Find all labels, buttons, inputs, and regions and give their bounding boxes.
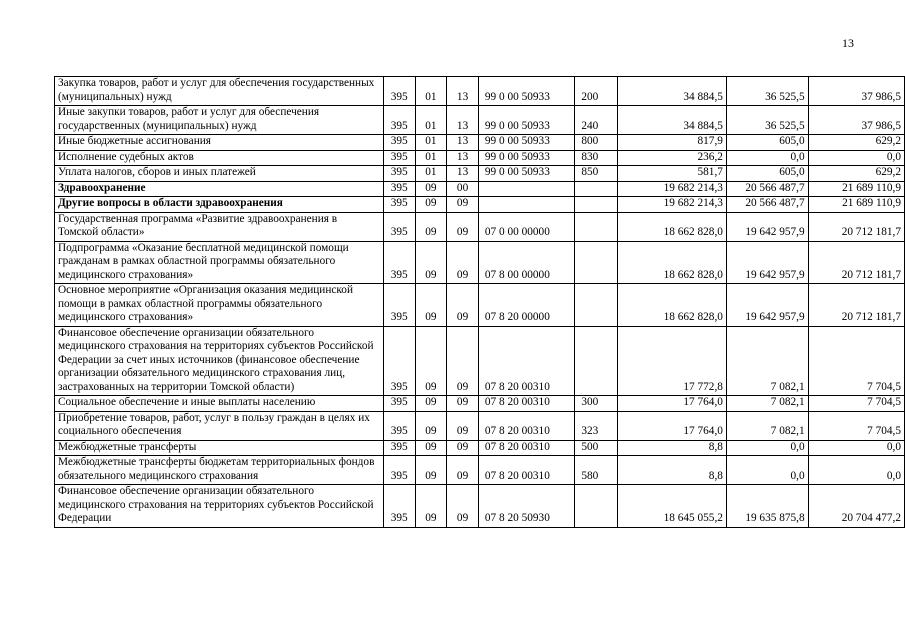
admin-code-cell: 395 (383, 440, 415, 456)
expense-type-cell (575, 181, 618, 197)
subsection-code-cell: 13 (447, 135, 479, 151)
amount-year3-cell: 20 712 181,7 (808, 284, 904, 327)
budget-table (54, 76, 905, 528)
target-article-cell: 07 0 00 00000 (478, 212, 574, 241)
amount-year3-cell: 7 704,5 (808, 396, 904, 412)
amount-year3-cell: 21 689 110,9 (808, 181, 904, 197)
amount-year3-cell: 629,2 (808, 135, 904, 151)
table-row (55, 326, 905, 396)
expense-type-cell: 850 (575, 166, 618, 182)
subsection-code-cell: 09 (447, 241, 479, 284)
amount-year3-cell: 37 986,5 (808, 77, 904, 106)
target-article-cell: 07 8 20 00310 (478, 456, 574, 485)
admin-code-cell: 395 (383, 150, 415, 166)
row-name-cell: Подпрограмма «Оказание бесплатной медицинской помощи гражданам в рамках областной программы обязательного медицинского страхования» (55, 241, 384, 284)
admin-code-cell: 395 (383, 456, 415, 485)
subsection-code-cell: 09 (447, 456, 479, 485)
amount-year2-cell: 36 525,5 (726, 77, 808, 106)
section-code-cell: 09 (415, 456, 447, 485)
admin-code-cell: 395 (383, 241, 415, 284)
expense-type-cell: 200 (575, 77, 618, 106)
expense-type-cell (575, 485, 618, 528)
section-code-cell: 01 (415, 166, 447, 182)
section-code-cell: 01 (415, 150, 447, 166)
target-article-cell: 07 8 20 00310 (478, 411, 574, 440)
subsection-code-cell: 13 (447, 77, 479, 106)
amount-year1-cell: 18 662 828,0 (617, 212, 726, 241)
amount-year2-cell: 7 082,1 (726, 326, 808, 396)
expense-type-cell: 800 (575, 135, 618, 151)
row-name-cell: Иные бюджетные ассигнования (55, 135, 384, 151)
target-article-cell: 99 0 00 50933 (478, 77, 574, 106)
table-row (55, 77, 905, 106)
target-article-cell (478, 197, 574, 213)
table-row (55, 150, 905, 166)
subsection-code-cell: 00 (447, 181, 479, 197)
amount-year1-cell: 17 764,0 (617, 411, 726, 440)
section-code-cell: 01 (415, 77, 447, 106)
subsection-code-cell: 09 (447, 197, 479, 213)
table-row (55, 485, 905, 528)
row-name-cell: Другие вопросы в области здравоохранения (55, 197, 384, 213)
admin-code-cell: 395 (383, 166, 415, 182)
amount-year1-cell: 236,2 (617, 150, 726, 166)
row-name-cell: Здравоохранение (55, 181, 384, 197)
subsection-code-cell: 09 (447, 485, 479, 528)
amount-year3-cell: 20 704 477,2 (808, 485, 904, 528)
subsection-code-cell: 13 (447, 150, 479, 166)
admin-code-cell: 395 (383, 485, 415, 528)
row-name-cell: Финансовое обеспечение организации обязательного медицинского страхования на территориях субъектов Российской Федерации (55, 485, 384, 528)
amount-year1-cell: 8,8 (617, 456, 726, 485)
row-name-cell: Приобретение товаров, работ, услуг в пользу граждан в целях их социального обеспечения (55, 411, 384, 440)
section-code-cell: 09 (415, 396, 447, 412)
amount-year2-cell: 7 082,1 (726, 411, 808, 440)
admin-code-cell: 395 (383, 181, 415, 197)
target-article-cell: 07 8 20 50930 (478, 485, 574, 528)
amount-year1-cell: 17 772,8 (617, 326, 726, 396)
amount-year1-cell: 19 682 214,3 (617, 181, 726, 197)
section-code-cell: 09 (415, 440, 447, 456)
section-code-cell: 09 (415, 212, 447, 241)
subsection-code-cell: 09 (447, 212, 479, 241)
amount-year2-cell: 36 525,5 (726, 106, 808, 135)
admin-code-cell: 395 (383, 326, 415, 396)
amount-year3-cell: 20 712 181,7 (808, 212, 904, 241)
amount-year1-cell: 17 764,0 (617, 396, 726, 412)
amount-year2-cell: 19 642 957,9 (726, 212, 808, 241)
target-article-cell: 99 0 00 50933 (478, 166, 574, 182)
admin-code-cell: 395 (383, 411, 415, 440)
amount-year3-cell: 7 704,5 (808, 411, 904, 440)
row-name-cell: Социальное обеспечение и иные выплаты населению (55, 396, 384, 412)
expense-type-cell (575, 197, 618, 213)
expense-type-cell: 500 (575, 440, 618, 456)
table-row (55, 241, 905, 284)
subsection-code-cell: 09 (447, 396, 479, 412)
row-name-cell: Исполнение судебных актов (55, 150, 384, 166)
amount-year3-cell: 0,0 (808, 150, 904, 166)
amount-year2-cell: 605,0 (726, 135, 808, 151)
expense-type-cell (575, 241, 618, 284)
target-article-cell: 07 8 20 00310 (478, 440, 574, 456)
table-row (55, 197, 905, 213)
subsection-code-cell: 13 (447, 166, 479, 182)
admin-code-cell: 395 (383, 197, 415, 213)
section-code-cell: 01 (415, 106, 447, 135)
table-row (55, 181, 905, 197)
page-number: 13 (842, 36, 854, 50)
amount-year3-cell: 629,2 (808, 166, 904, 182)
target-article-cell: 99 0 00 50933 (478, 150, 574, 166)
amount-year1-cell: 817,9 (617, 135, 726, 151)
expense-type-cell: 830 (575, 150, 618, 166)
amount-year1-cell: 18 662 828,0 (617, 284, 726, 327)
amount-year2-cell: 7 082,1 (726, 396, 808, 412)
expense-type-cell (575, 326, 618, 396)
table-row (55, 212, 905, 241)
subsection-code-cell: 09 (447, 411, 479, 440)
budget-table-body (55, 77, 905, 528)
admin-code-cell: 395 (383, 396, 415, 412)
row-name-cell: Межбюджетные трансферты (55, 440, 384, 456)
subsection-code-cell: 09 (447, 284, 479, 327)
amount-year2-cell: 0,0 (726, 456, 808, 485)
expense-type-cell (575, 284, 618, 327)
target-article-cell (478, 181, 574, 197)
amount-year2-cell: 605,0 (726, 166, 808, 182)
table-row (55, 411, 905, 440)
row-name-cell: Иные закупки товаров, работ и услуг для обеспечения государственных (муниципальных) нужд (55, 106, 384, 135)
table-row (55, 456, 905, 485)
subsection-code-cell: 13 (447, 106, 479, 135)
section-code-cell: 09 (415, 485, 447, 528)
subsection-code-cell: 09 (447, 326, 479, 396)
amount-year2-cell: 0,0 (726, 440, 808, 456)
section-code-cell: 09 (415, 181, 447, 197)
admin-code-cell: 395 (383, 284, 415, 327)
section-code-cell: 01 (415, 135, 447, 151)
admin-code-cell: 395 (383, 106, 415, 135)
section-code-cell: 09 (415, 411, 447, 440)
amount-year1-cell: 34 884,5 (617, 77, 726, 106)
target-article-cell: 99 0 00 50933 (478, 106, 574, 135)
target-article-cell: 07 8 20 00310 (478, 326, 574, 396)
section-code-cell: 09 (415, 284, 447, 327)
table-row (55, 396, 905, 412)
amount-year3-cell: 21 689 110,9 (808, 197, 904, 213)
row-name-cell: Межбюджетные трансферты бюджетам территориальных фондов обязательного медицинского страхования (55, 456, 384, 485)
amount-year1-cell: 19 682 214,3 (617, 197, 726, 213)
section-code-cell: 09 (415, 197, 447, 213)
table-row (55, 440, 905, 456)
amount-year1-cell: 34 884,5 (617, 106, 726, 135)
table-row (55, 106, 905, 135)
section-code-cell: 09 (415, 241, 447, 284)
row-name-cell: Государственная программа «Развитие здравоохранения в Томской области» (55, 212, 384, 241)
amount-year2-cell: 20 566 487,7 (726, 181, 808, 197)
row-name-cell: Уплата налогов, сборов и иных платежей (55, 166, 384, 182)
amount-year3-cell: 7 704,5 (808, 326, 904, 396)
amount-year2-cell: 20 566 487,7 (726, 197, 808, 213)
amount-year3-cell: 0,0 (808, 440, 904, 456)
amount-year1-cell: 18 645 055,2 (617, 485, 726, 528)
amount-year2-cell: 19 642 957,9 (726, 241, 808, 284)
target-article-cell: 99 0 00 50933 (478, 135, 574, 151)
row-name-cell: Основное мероприятие «Организация оказания медицинской помощи в рамках областной программы обязательного медицинского страхования» (55, 284, 384, 327)
admin-code-cell: 395 (383, 212, 415, 241)
amount-year3-cell: 0,0 (808, 456, 904, 485)
amount-year3-cell: 20 712 181,7 (808, 241, 904, 284)
target-article-cell: 07 8 00 00000 (478, 241, 574, 284)
admin-code-cell: 395 (383, 77, 415, 106)
amount-year3-cell: 37 986,5 (808, 106, 904, 135)
row-name-cell: Финансовое обеспечение организации обязательного медицинского страхования на территориях субъектов Российской Федерации за счет иных источников (финансовое обеспечение организации обязательного медицинского страхования лиц, застрахованных на территории Томской области) (55, 326, 384, 396)
amount-year1-cell: 8,8 (617, 440, 726, 456)
expense-type-cell: 323 (575, 411, 618, 440)
subsection-code-cell: 09 (447, 440, 479, 456)
amount-year1-cell: 581,7 (617, 166, 726, 182)
amount-year1-cell: 18 662 828,0 (617, 241, 726, 284)
amount-year2-cell: 19 635 875,8 (726, 485, 808, 528)
amount-year2-cell: 0,0 (726, 150, 808, 166)
admin-code-cell: 395 (383, 135, 415, 151)
table-row (55, 135, 905, 151)
amount-year2-cell: 19 642 957,9 (726, 284, 808, 327)
expense-type-cell: 580 (575, 456, 618, 485)
expense-type-cell: 240 (575, 106, 618, 135)
table-row (55, 166, 905, 182)
table-row (55, 284, 905, 327)
expense-type-cell (575, 212, 618, 241)
section-code-cell: 09 (415, 326, 447, 396)
target-article-cell: 07 8 20 00310 (478, 396, 574, 412)
expense-type-cell: 300 (575, 396, 618, 412)
row-name-cell: Закупка товаров, работ и услуг для обеспечения государственных (муниципальных) нужд (55, 77, 384, 106)
target-article-cell: 07 8 20 00000 (478, 284, 574, 327)
